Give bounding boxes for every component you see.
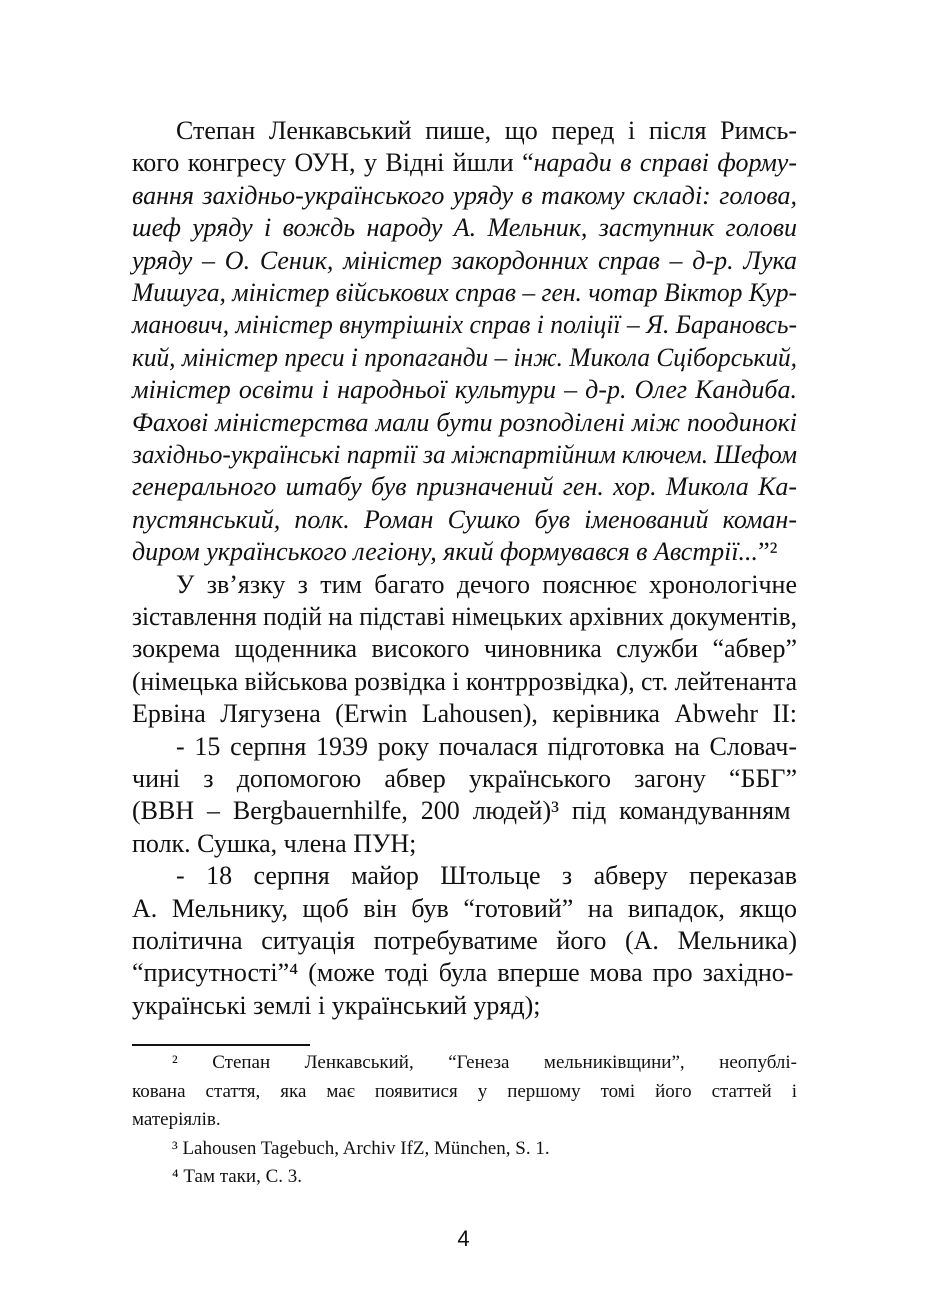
- text-line: [132, 601, 797, 633]
- text-line: [132, 763, 797, 795]
- italic-quote-text: міністер освіти і народньої культури – д-р. Олег Кандиба.: [132, 375, 797, 405]
- text-line: [132, 990, 797, 1022]
- text-line: [176, 731, 797, 763]
- text-line: [132, 147, 797, 179]
- text-segment: ³ Lahousen Tagebuch, Archiv IfZ, München, S. 1.: [172, 1137, 550, 1159]
- text-line: [132, 795, 797, 827]
- footnote-line: [172, 1137, 797, 1161]
- text-segment: зокрема щоденника високого чиновника служби “абвер”: [132, 634, 797, 664]
- italic-quote-text: диром українського легіону, який формувався в Австрії...: [132, 537, 759, 567]
- text-segment: - 18 серпня майор Штольце з абверу переказав: [176, 861, 797, 891]
- text-line: [132, 536, 797, 568]
- text-line: [132, 342, 797, 374]
- text-segment: українські землі і український уряд);: [132, 990, 541, 1020]
- text-line: [132, 180, 797, 212]
- text-segment: полк. Сушка, члена ПУН;: [132, 828, 417, 858]
- footnote-separator: [132, 1044, 310, 1046]
- text-segment: А. Мельнику, щоб він був “готовий” на випадок, якщо: [132, 893, 797, 923]
- text-segment: зіставлення подій на підставі німецьких архівних документів,: [132, 602, 797, 631]
- text-segment: Ервіна Лягузена (Erwin Lahousen), керівника Abwehr II:: [132, 699, 797, 729]
- text-segment: ⁴ Там таки, С. 3.: [172, 1166, 303, 1187]
- text-segment: ”²: [758, 537, 778, 567]
- text-line: [132, 374, 797, 406]
- text-segment: Степан Ленкавський пише, що перед і після Римсь-: [176, 116, 797, 145]
- text-segment: У зв’язку з тим багато дечого пояснює хронологічне: [176, 569, 797, 599]
- italic-quote-text: пустянський, полк. Роман Сушко був іменований коман-: [132, 504, 797, 534]
- footnote-line: [132, 1108, 797, 1132]
- text-line: [132, 957, 797, 989]
- footnote-line: [172, 1165, 797, 1189]
- text-line: [132, 828, 797, 860]
- page-number: 4: [457, 1226, 470, 1251]
- text-line: [176, 115, 797, 147]
- footnote-line: [132, 1080, 797, 1104]
- text-segment: ² Степан Ленкавський, “Генеза мельниківщини”, неопублі-: [172, 1052, 797, 1073]
- text-segment: політична ситуація потребуватиме його (А. Мельника): [132, 926, 797, 955]
- italic-quote-text: уряду – О. Сеник, міністер закордонних справ – д-р. Лука: [132, 245, 797, 275]
- text-segment: кована стаття, яка має появитися у першому томі його статтей і: [132, 1080, 797, 1102]
- italic-quote-text: західньо-українські партії за міжпартійним ключем. Шефом: [132, 440, 797, 469]
- italic-quote-text: генерального штабу був призначений ген. хор. Микола Ка-: [132, 472, 797, 502]
- text-segment: - 15 серпня 1939 року почалася підготовка на Словач-: [176, 731, 797, 761]
- text-segment: (BBH – Bergbauernhilfe, 200 людей)³ під командуванням: [132, 796, 791, 826]
- italic-quote-text: наради в справі форму-: [533, 148, 798, 178]
- italic-quote-text: манович, міністер внутрішніх справ і поліції – Я. Барановсь-: [132, 310, 797, 340]
- text-segment: (німецька військова розвідка і контррозвідка), ст. лейтенанта: [132, 666, 797, 696]
- footnote-line: [172, 1051, 797, 1075]
- text-line: [132, 698, 797, 730]
- text-line: [132, 309, 797, 341]
- text-line: [132, 633, 797, 665]
- text-line: [176, 569, 797, 601]
- text-line: [132, 212, 797, 244]
- italic-quote-text: кий, міністер преси і пропаганди – інж. Микола Сціборський,: [132, 342, 797, 372]
- text-line: [132, 439, 797, 471]
- text-line: [132, 245, 797, 277]
- text-line: [132, 925, 797, 957]
- text-line: [176, 860, 797, 892]
- text-line: [132, 666, 797, 698]
- text-line: [132, 407, 797, 439]
- text-line: [132, 277, 797, 309]
- text-segment: матеріялів.: [132, 1109, 221, 1130]
- italic-quote-text: Мишуга, міністер військових справ – ген. чотар Віктор Кур-: [132, 278, 797, 307]
- text-line: [132, 504, 797, 536]
- text-segment: чині з допомогою абвер українського загону “ББГ”: [132, 764, 797, 793]
- italic-quote-text: вання західньо-українського уряду в такому складі: голова,: [132, 180, 797, 210]
- text-line: [132, 471, 797, 503]
- text-line: [132, 893, 797, 925]
- text-segment: “присутності”⁴ (може тоді була вперше мова про західно-: [132, 958, 794, 988]
- text-segment: кого конгресу ОУН, у Відні йшли “: [132, 148, 534, 178]
- italic-quote-text: Фахові міністерства мали бути розподілені між поодинокі: [132, 407, 797, 437]
- italic-quote-text: шеф уряду і вождь народу А. Мельник, заступник голови: [132, 213, 797, 243]
